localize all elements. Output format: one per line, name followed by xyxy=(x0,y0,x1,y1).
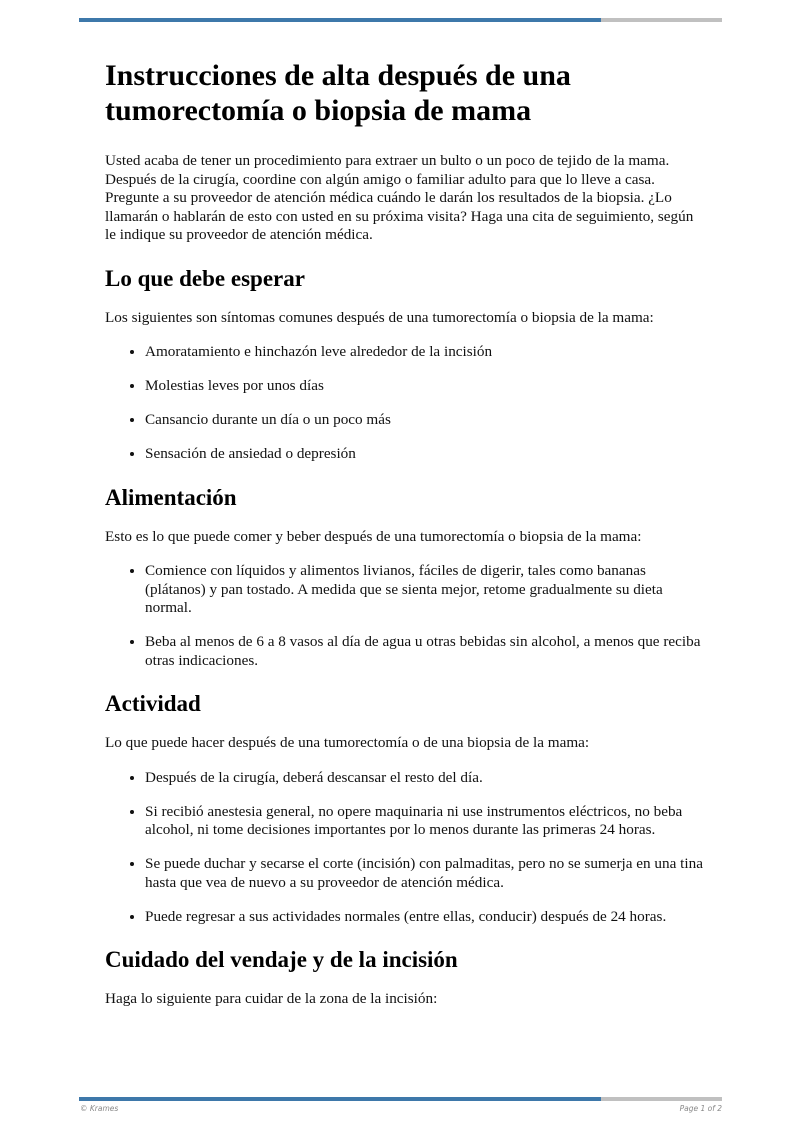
document-body xyxy=(105,58,705,1025)
section-what-to-expect xyxy=(105,265,705,464)
page-title: Instrucciones de alta después de una tumorectomía o biopsia de mama xyxy=(105,59,571,127)
page-footer xyxy=(80,1104,722,1113)
list-item: • Comience con líquidos y alimentos livianos, fáciles de digerir, tales como bananas (plátanos) y pan tostado. A medida que se sienta mejor, retome gradualmente su dieta normal. xyxy=(145,562,705,618)
section-lead: Lo que puede hacer después de una tumorectomía o de una biopsia de la mama: xyxy=(105,734,590,751)
page-number: Page 1 of 2 xyxy=(679,1104,722,1113)
list-item: • Puede regresar a sus actividades normales (entre ellas, conducir) después de 24 horas. xyxy=(145,908,705,927)
list-item: • Si recibió anestesia general, no opere maquinaria ni use instrumentos eléctricos, no beba alcohol, ni tome decisiones importantes por lo menos durante las primeras 24 horas. xyxy=(145,803,705,840)
footer-rule-track xyxy=(601,1097,722,1101)
list-item: • Sensación de ansiedad o depresión xyxy=(145,445,705,464)
header-rule-track xyxy=(601,18,722,22)
footer-rule-accent xyxy=(79,1097,601,1101)
list-item: • Molestias leves por unos días xyxy=(145,377,705,396)
diet-list xyxy=(105,562,705,670)
list-item: • Beba al menos de 6 a 8 vasos al día de agua u otras bebidas sin alcohol, a menos que reciba otras indicaciones. xyxy=(145,633,705,670)
section-lead: Haga lo siguiente para cuidar de la zona de la incisión: xyxy=(105,990,438,1007)
copyright-text: © Krames xyxy=(80,1104,119,1113)
list-item: • Después de la cirugía, deberá descansar el resto del día. xyxy=(145,769,705,788)
section-wound-care xyxy=(105,946,705,1009)
header-rule-accent xyxy=(79,18,601,22)
section-lead: Los siguientes son síntomas comunes después de una tumorectomía o biopsia de la mama: xyxy=(105,308,654,326)
intro-paragraph: Usted acaba de tener un procedimiento para extraer un bulto o un poco de tejido de la mama. Después de la cirugía, coordine con algún amigo o familiar adulto para que lo lleve a casa. Pregunte a su proveedor de atención médica cuándo le darán los resultados de la biopsia. ¿Lo llamarán o hablarán de esto con usted en su próxima visita? Haga una cita de seguimiento, según le indique su proveedor de atención médica. xyxy=(105,152,694,243)
activity-list xyxy=(105,769,705,927)
section-heading: Cuidado del vendaje y de la incisión xyxy=(105,947,458,972)
list-item: • Amoratamiento e hinchazón leve alrededor de la incisión xyxy=(145,343,705,362)
list-item: • Cansancio durante un día o un poco más xyxy=(145,411,705,430)
footer-rule xyxy=(79,1097,722,1101)
section-activity xyxy=(105,690,705,926)
section-diet xyxy=(105,484,705,671)
list-item: • Se puede duchar y secarse el corte (incisión) con palmaditas, pero no se sumerja en una tina hasta que vea de nuevo a su proveedor de atención médica. xyxy=(145,855,705,892)
header-rule xyxy=(79,18,722,22)
section-heading: Actividad xyxy=(105,691,201,716)
section-heading: Alimentación xyxy=(105,484,237,510)
symptom-list xyxy=(105,343,705,464)
section-lead: Esto es lo que puede comer y beber después de una tumorectomía o biopsia de la mama: xyxy=(105,527,642,545)
section-heading: Lo que debe esperar xyxy=(105,265,305,291)
